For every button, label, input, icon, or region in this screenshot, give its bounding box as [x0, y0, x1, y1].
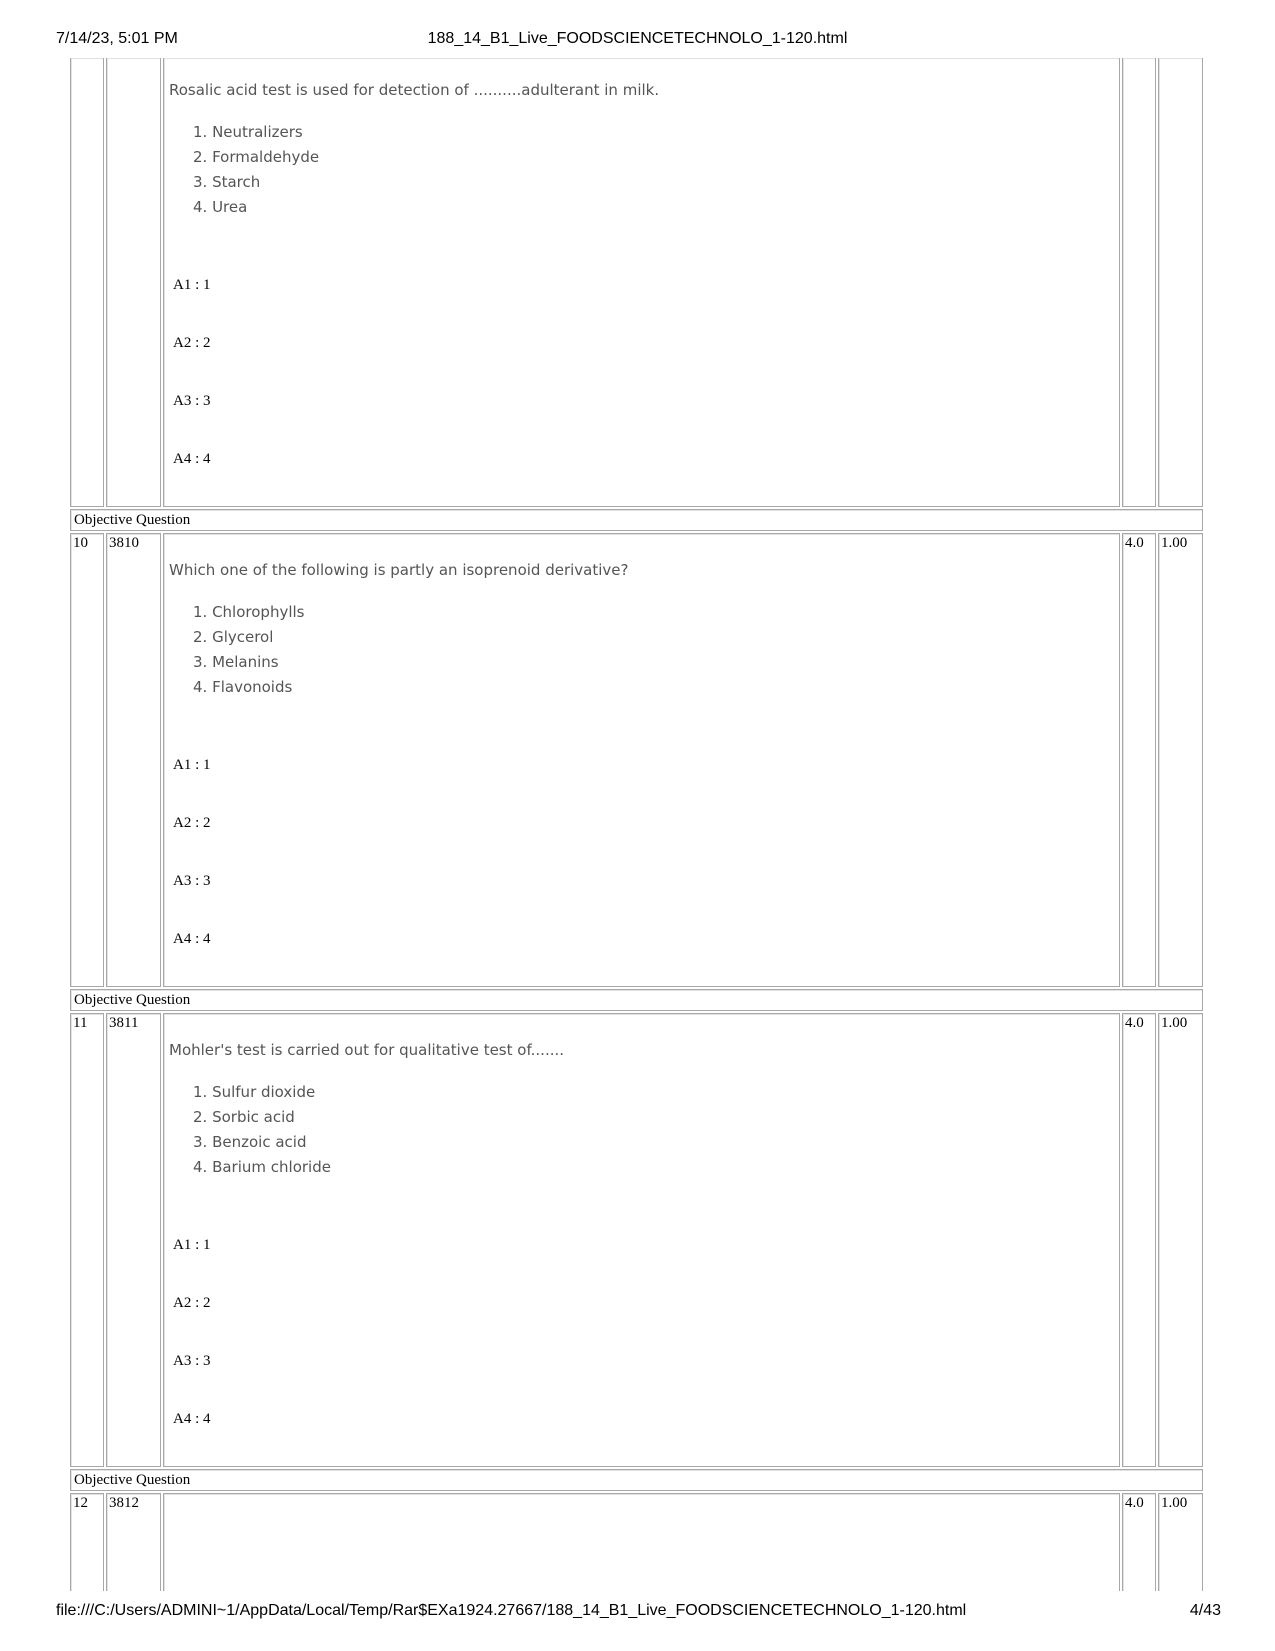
question-id: 3812 — [109, 1495, 139, 1511]
answer-choice: A4 : 4 — [173, 931, 211, 947]
prev-question-text: Rosalic acid test is used for detection of ..........adulterant in milk. — [169, 81, 660, 99]
question-id: 3811 — [109, 1015, 139, 1031]
options-list — [193, 600, 304, 700]
print-file-path: file:///C:/Users/ADMINI~1/AppData/Local/Temp/Rar$EXa1924.27667/188_14_B1_Live_FOODSCIENCETECHNOLO_1-120.html — [56, 1602, 967, 1619]
answer-choice: A1 : 1 — [173, 757, 211, 773]
print-datetime: 7/14/23, 5:01 PM — [56, 30, 178, 47]
option-item: 1. Chlorophylls — [193, 603, 305, 621]
marks-cell — [1122, 533, 1156, 987]
answer-choice: A3 : 3 — [173, 393, 211, 409]
option-item: 3. Melanins — [193, 653, 279, 671]
prev-options-list — [193, 120, 319, 220]
marks-cell — [1122, 1013, 1156, 1467]
section-label: Objective Question — [74, 512, 191, 528]
negative-cell — [1158, 1013, 1203, 1467]
option-item: 4. Urea — [193, 198, 248, 216]
question-marks: 4.0 — [1125, 1495, 1144, 1511]
question-sno: 10 — [73, 535, 88, 551]
option-item: 3. Benzoic acid — [193, 1133, 307, 1151]
print-header — [0, 30, 1275, 52]
answer-choice: A4 : 4 — [173, 1411, 211, 1427]
question-cell — [163, 1493, 1120, 1591]
option-item: 3. Starch — [193, 173, 261, 191]
question-sno: 12 — [73, 1495, 88, 1511]
question-negative-marks: 1.00 — [1161, 1015, 1188, 1031]
answer-choice: A2 : 2 — [173, 335, 211, 351]
option-item: 1. Neutralizers — [193, 123, 303, 141]
section-label-row — [70, 989, 1203, 1011]
answer-choice: A2 : 2 — [173, 815, 211, 831]
question-sno: 11 — [73, 1015, 88, 1031]
option-item: 2. Sorbic acid — [193, 1108, 295, 1126]
question-marks: 4.0 — [1125, 535, 1144, 551]
option-item: 2. Glycerol — [193, 628, 274, 646]
sno-cell — [70, 1013, 104, 1467]
answer-choice: A3 : 3 — [173, 1353, 211, 1369]
prev-sno-cell — [70, 58, 104, 507]
prev-marks-cell — [1122, 58, 1156, 507]
question-negative-marks: 1.00 — [1161, 535, 1188, 551]
question-text: Which one of the following is partly an isoprenoid derivative? — [169, 561, 629, 579]
answer-choice: A4 : 4 — [173, 451, 211, 467]
options-list — [193, 1080, 331, 1180]
option-item: 2. Formaldehyde — [193, 148, 320, 166]
answer-choice: A2 : 2 — [173, 1295, 211, 1311]
print-page-number: 4/43 — [1189, 1602, 1221, 1619]
qid-cell — [106, 1013, 161, 1467]
answer-choice: A1 : 1 — [173, 1237, 211, 1253]
option-item: 1. Sulfur dioxide — [193, 1083, 316, 1101]
print-footer — [0, 1602, 1275, 1624]
question-negative-marks: 1.00 — [1161, 1495, 1188, 1511]
question-id: 3810 — [109, 535, 139, 551]
question-text: Mohler's test is carried out for qualitative test of....... — [169, 1041, 565, 1059]
section-label-row — [70, 509, 1203, 531]
section-label: Objective Question — [74, 992, 191, 1008]
print-title: 188_14_B1_Live_FOODSCIENCETECHNOLO_1-120.html — [427, 30, 848, 47]
section-label: Objective Question — [74, 1472, 191, 1488]
question-marks: 4.0 — [1125, 1015, 1144, 1031]
prev-negative-cell — [1158, 58, 1203, 507]
option-item: 4. Flavonoids — [193, 678, 293, 696]
prev-qid-cell — [106, 58, 161, 507]
option-item: 4. Barium chloride — [193, 1158, 331, 1176]
negative-cell — [1158, 533, 1203, 987]
section-label-row — [70, 1469, 1203, 1491]
question-cell — [163, 533, 1120, 987]
qid-cell — [106, 533, 161, 987]
answer-choice: A3 : 3 — [173, 873, 211, 889]
sno-cell — [70, 533, 104, 987]
answer-choice: A1 : 1 — [173, 277, 211, 293]
